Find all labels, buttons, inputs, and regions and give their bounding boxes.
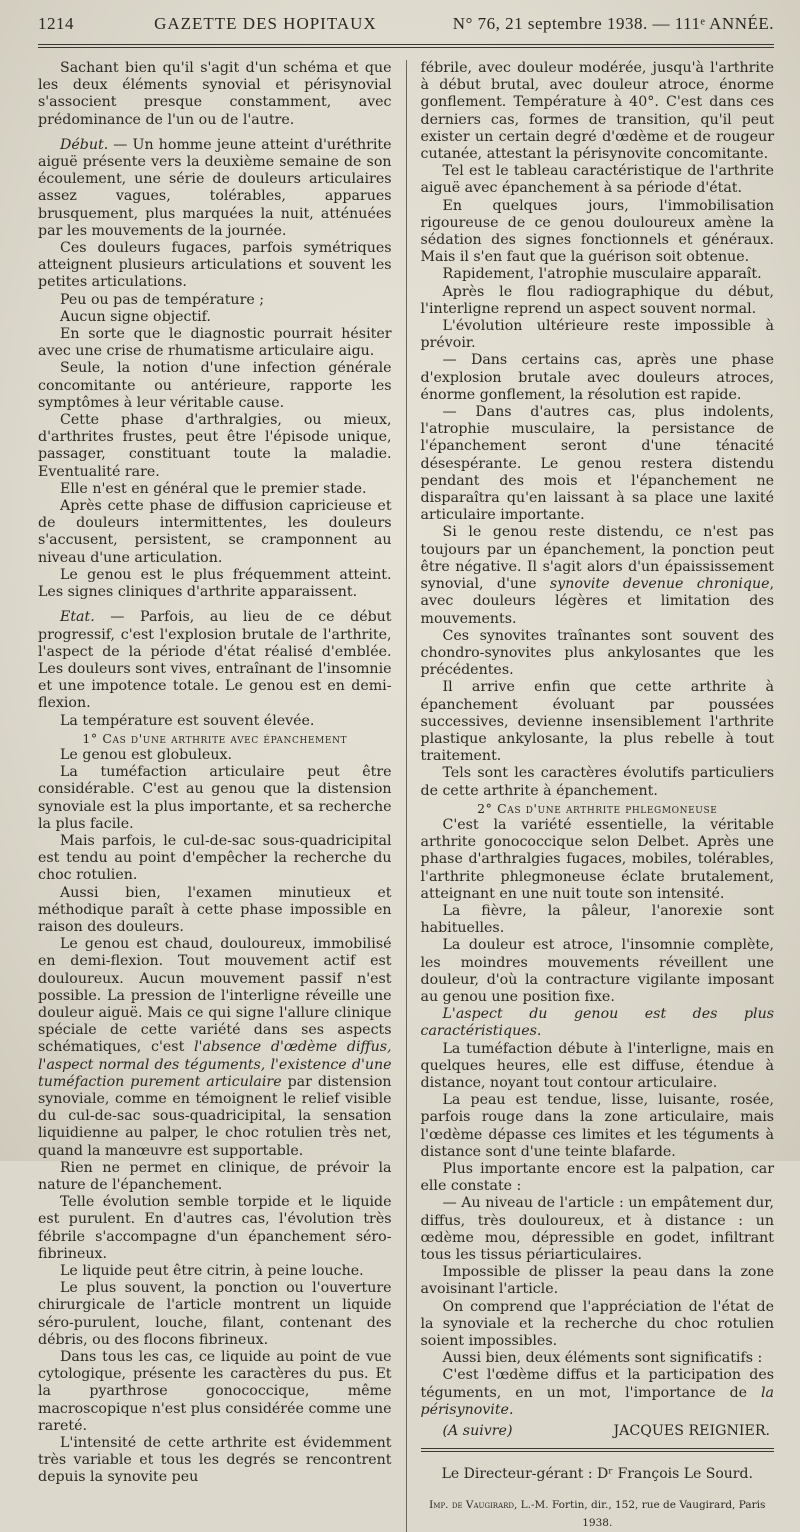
paragraph: Si le genou reste distendu, ce n'est pas toujours par un épanchement, la ponction peut être négative. Il s'agit alors d'un épaississement synovial, d'une synovite devenue chronique, avec douleurs légères et limitation des mouvements. (420, 524, 775, 627)
paragraph: C'est la variété essentielle, la véritable arthrite gonococcique selon Delbet. Après une phase d'arthralgies fugaces, mobiles, tolérables, l'arthrite phlegmoneuse éclate brutalement, atteignant en une nuit toute son intensité. (420, 816, 775, 902)
paragraph: Aucun signe objectif. (60, 308, 211, 325)
paragraph: Le plus souvent, la ponction ou l'ouverture chirurgicale de l'article montrent un liquide séro-purulent, louche, filant, contenant des débris, ou des flocons fibrineux. (38, 1280, 392, 1348)
paragraph: Le genou est globuleux. (60, 746, 232, 763)
paragraph: Tels sont les caractères évolutifs particuliers de cette arthrite à épanchement. (420, 765, 775, 799)
paragraph: Sachant bien qu'il s'agit d'un schéma et que les deux éléments synovial et périsynovial s'associent presque constamment, avec prédominance de l'un ou de l'autre. (38, 60, 392, 128)
section-heading: 1° Cas d'une arthrite avec épanchement (82, 730, 348, 746)
emphasis: la périsynovite (420, 1384, 775, 1418)
author-name: JACQUES REIGNIER. (613, 1423, 771, 1440)
director-line: Le Directeur-gérant : Dʳ François Le Sourd. (441, 1466, 753, 1483)
journal-title: GAZETTE DES HOPITAUX (154, 14, 377, 33)
column-divider (406, 60, 407, 1532)
emphasis: l'absence d'œdème diffus, l'aspect normal des téguments, l'existence d'une tuméfaction purement articulaire (38, 1039, 392, 1090)
footer-rule (421, 1448, 775, 1449)
paragraph: L'aspect du genou est des plus caractéristiques. (420, 1006, 775, 1040)
right-column (421, 60, 775, 1532)
paragraph: C'est l'œdème diffus et la participation des téguments, en un mot, l'importance de la périsynovite. (420, 1367, 775, 1418)
page-header (38, 14, 774, 40)
paragraph: La peau est tendue, lisse, luisante, rosée, parfois rouge dans la zone articulaire, mais l'œdème dépasse ces limites et les téguments à distance sont d'une teinte blafarde. (420, 1092, 775, 1160)
paragraph: Mais parfois, le cul-de-sac sous-quadricipital est tendu au point d'empêcher la recherche du choc rotulien. (38, 832, 392, 884)
paragraph: Tel est le tableau caractéristique de l'arthrite aiguë avec épanchement à sa période d'état. (420, 163, 775, 197)
paragraph: L'intensité de cette arthrite est évidemment très variable et tous les degrés se rencontrent depuis la synovite peu (38, 1435, 392, 1486)
paragraph: Impossible de plisser la peau dans la zone avoisinant l'article. (420, 1264, 775, 1298)
paragraph: La douleur est atroce, l'insomnie complète, les moindres mouvements réveillent une douleur, d'où la contracture vigilante imposant au genou une position fixe. (420, 937, 775, 1005)
paragraph: La température est souvent élevée. (60, 712, 315, 729)
emphasis: synovite devenue chronique (549, 576, 770, 593)
paragraph: Le genou est chaud, douloureux, immobilisé en demi-flexion. Tout mouvement actif est douloureux. Aucun mouvement passif n'est possible. La pression de l'interligne réveille une douleur aiguë. Mais ce qui signe l'allure clinique spéciale de cette variété dans ses aspects schématiques, c'est l'absence d'œdème diffus, l'aspect normal des téguments, l'existence d'une tuméfaction purement articulaire par distension synoviale, comme en témoignent le relief visible du cul-de-sac sous-quadricipital, la sensation liquidienne au palper, le choc rotulien très net, quand la manœuvre est supportable. (38, 936, 392, 1159)
paragraph: Elle n'est en général que le premier stade. (60, 480, 367, 497)
paragraph: Début. — Un homme jeune atteint d'uréthrite aiguë présente vers la deuxième semaine de son écoulement, une série de douleurs articulaires assez vagues, tolérables, apparues brusquement, plus marquées la nuit, atténuées par les mouvements de la journée. (38, 136, 392, 239)
paragraph: — Dans certains cas, après une phase d'explosion brutale avec douleurs atroces, énorme gonflement, la résolution est rapide. (420, 352, 775, 403)
paragraph: — Dans d'autres cas, plus indolents, l'atrophie musculaire, la persistance de l'épanchement seront d'une ténacité désespérante. Le genou restera distendu pendant des mois et l'épanchement ne disparaîtra qu'en laissant à sa place une laxité articulaire importante. (420, 404, 775, 524)
paragraph: Aussi bien, l'examen minutieux et méthodique paraît à cette phase impossible en raison des douleurs. (38, 884, 392, 935)
paragraph: Ces douleurs fugaces, parfois symétriques atteignent plusieurs articulations et souvent les petites articulations. (38, 240, 392, 291)
paragraph: L'évolution ultérieure reste impossible à prévoir. (420, 318, 775, 352)
signature-line (421, 1423, 775, 1440)
paragraph: Le liquide peut être citrin, à peine louche. (60, 1263, 364, 1280)
paragraph: Il arrive enfin que cette arthrite à épanchement évoluant par poussées successives, devienne insensiblement l'arthrite plastique ankylosante, la plus rebelle à tout traitement. (420, 679, 775, 765)
paragraph: Ces synovites traînantes sont souvent des chondro-synovites plus ankylosantes que les précédentes. (420, 627, 775, 679)
paragraph: On comprend que l'appréciation de l'état de la synoviale et la recherche du choc rotulien soient impossibles. (420, 1298, 775, 1350)
run-in-heading: Etat. (60, 609, 95, 626)
section-heading: 2° Cas d'une arthrite phlegmoneuse (477, 800, 718, 816)
paragraph: Seule, la notion d'une infection générale concomitante ou antérieure, rapporte les symptômes à leur véritable cause. (38, 360, 392, 411)
paragraph: Le genou est le plus fréquemment atteint. Les signes cliniques d'arthrite apparaissent. (38, 566, 392, 601)
paragraph: Rien ne permet en clinique, de prévoir la nature de l'épanchement. (38, 1159, 392, 1193)
paragraph: La tuméfaction articulaire peut être considérable. C'est au genou que la distension synoviale est la plus importante, et sa recherche la plus facile. (38, 764, 392, 832)
paragraph: Aussi bien, deux éléments sont significatifs : (442, 1350, 763, 1367)
paragraph: Après le flou radiographique du début, l'interligne reprend un aspect souvent normal. (420, 283, 775, 317)
paragraph: fébrile, avec douleur modérée, jusqu'à l'arthrite à début brutal, avec douleur atroce, énorme gonflement. Température à 40°. C'est dans ces derniers cas, formes de transition, qu'il peut exister un certain degré d'œdème et de rougeur cutanée, attestant la périsynovite concomitante. (420, 60, 775, 163)
header-rule-thin (38, 47, 774, 48)
run-in-heading: Début. (60, 136, 109, 153)
paragraph: Peu ou pas de température ; (60, 291, 265, 308)
left-column (38, 60, 392, 1532)
paragraph: Cette phase d'arthralgies, ou mieux, d'arthrites frustes, peut être l'épisode unique, passager, constituant toute la maladie. Eventualité rare. (38, 412, 392, 480)
paragraph: En sorte que le diagnostic pourrait hésiter avec une crise de rhumatisme articulaire aigu. (38, 326, 392, 360)
footer-rule-thin (421, 1451, 775, 1452)
header-rule (38, 44, 774, 45)
paragraph: Plus importante encore est la palpation, car elle constate : (420, 1161, 775, 1195)
paragraph: Telle évolution semble torpide et le liquide est purulent. En d'autres cas, l'évolution très fébrile s'accompagne d'un épanchement séro-fibrineux. (38, 1194, 392, 1262)
article-columns (38, 60, 774, 1532)
to-be-continued: (A suivre) (442, 1423, 513, 1440)
issue-info: N° 76, 21 septembre 1938. — 111ᵉ ANNÉE. (452, 14, 774, 33)
paragraph: La fièvre, la pâleur, l'anorexie sont habituelles. (420, 902, 775, 937)
paragraph: — Au niveau de l'article : un empâtement dur, diffus, très douloureux, et à distance : un œdème mou, dépressible en godet, infiltrant tous les tissus périarticulaires. (420, 1195, 775, 1264)
page-number: 1214 (38, 14, 74, 33)
paragraph: Après cette phase de diffusion capricieuse et de douleurs intermittentes, les douleurs s'accusent, persistent, se cramponnent au niveau d'une articulation. (38, 498, 392, 566)
paragraph: Etat. — Parfois, au lieu de ce début progressif, c'est l'explosion brutale de l'arthrite, l'aspect de la période d'état réalisé d'emblée. Les douleurs sont vives, entraînant de l'insomnie et une impotence totale. Le genou est en demi-flexion. (38, 609, 392, 712)
paragraph: La tuméfaction débute à l'interligne, mais en quelques heures, elle est diffuse, étendue à distance, noyant tout contour articulaire. (420, 1040, 775, 1091)
paragraph: Dans tous les cas, ce liquide au point de vue cytologique, présente les caractères du pus. Et la pyarthrose gonococcique, même macroscopique n'est plus considérée comme une rareté. (38, 1349, 392, 1434)
paragraph: Rapidement, l'atrophie musculaire apparaît. (442, 266, 762, 283)
paragraph: En quelques jours, l'immobilisation rigoureuse de ce genou douloureux amène la sédation des signes fonctionnels et généraux. Mais il s'en faut que la guérison soit obtenue. (420, 197, 775, 266)
printer-line: Imp. de Vaugirard, L.-M. Fortin, dir., 152, rue de Vaugirard, Paris 1938. (429, 1499, 766, 1529)
